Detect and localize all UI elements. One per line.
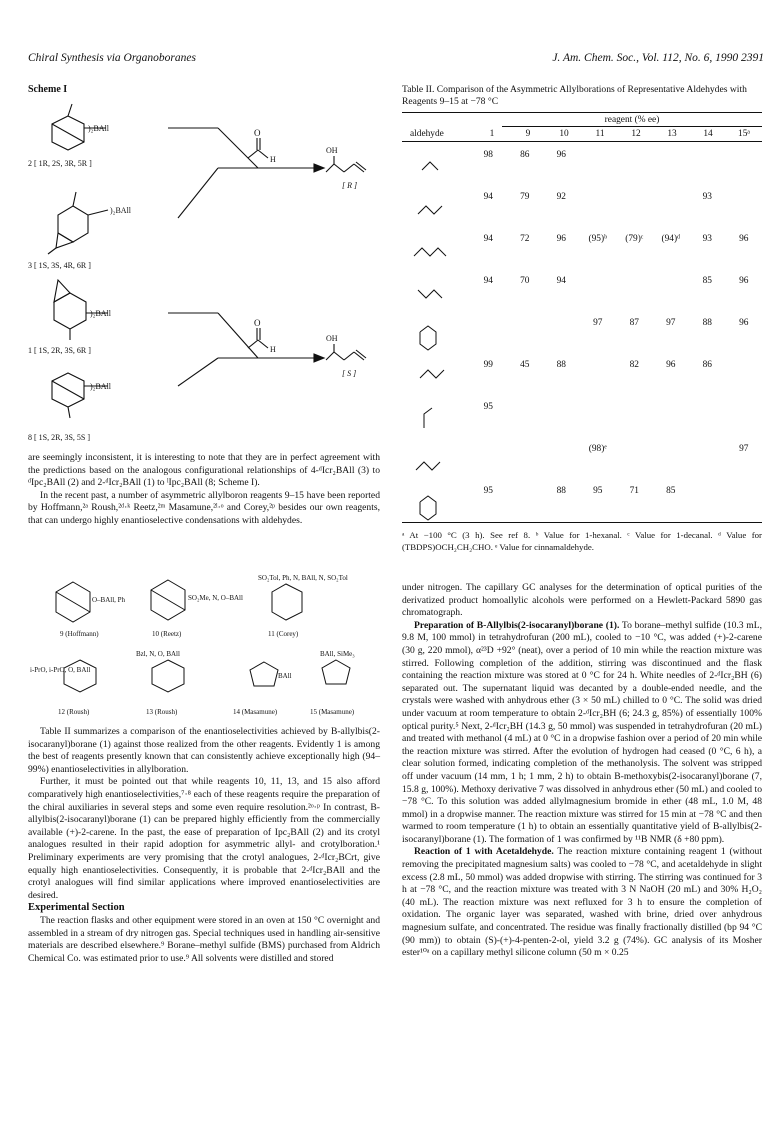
running-header-right: J. Am. Chem. Soc., Vol. 112, No. 6, 1990 2391 xyxy=(552,52,764,64)
table-cell xyxy=(580,150,616,160)
table-row xyxy=(402,356,762,398)
carane-structure-3 xyxy=(48,192,108,254)
table-cell xyxy=(507,402,543,412)
table-cell xyxy=(580,360,616,370)
table-cell: (79)ᶜ xyxy=(625,234,644,244)
table-cell: 93 xyxy=(702,234,712,244)
table-cell: 96 xyxy=(739,318,749,328)
table-cell: 93 xyxy=(702,192,712,202)
table-col-header: 12 xyxy=(631,129,641,139)
table-cell: 97 xyxy=(739,444,749,454)
structure-label-12: 12 (Roush) xyxy=(58,708,90,716)
table-cell xyxy=(616,192,652,202)
table-row xyxy=(402,230,762,272)
table-cell xyxy=(653,276,689,286)
table-cell xyxy=(507,486,543,496)
table-cell xyxy=(470,318,506,328)
table-cell: 95 xyxy=(483,402,493,412)
table-cell xyxy=(616,444,652,454)
table-cell: 88 xyxy=(556,486,566,496)
aldehyde-structure xyxy=(410,272,470,314)
table-cell: 88 xyxy=(556,360,566,370)
table-cell: 85 xyxy=(702,276,712,286)
table-cell xyxy=(726,150,762,160)
structure-label-9: 9 (Hoffmann) xyxy=(60,630,99,638)
table-cell xyxy=(543,444,579,454)
table-row xyxy=(402,272,762,314)
table-cell xyxy=(726,402,762,412)
paragraph: In the recent past, a number of asymmetric allylboron reagents 9–15 have been reported by Hoffmann,²ᵃ Roush,²ᵈ·ᵏ Reetz,²ᵐ Masamune,²ˡ·ᵒ and Corey,²ᵖ besides our own reagents, that can undergo highly enantioselective condensations with aldehydes. xyxy=(28,489,380,526)
table-col-header: 13 xyxy=(667,129,677,139)
table-cell: 94 xyxy=(483,192,493,202)
aldehyde-h-upper: H xyxy=(270,155,276,164)
paragraph: are seemingly inconsistent, it is interesting to note that they are in perfect agreement with the predictions based on the analogous configurational relationships of 4-ᵈIcr₂BAll (3) to ᵈIpc₂BAll (2) and 2-ᵈIcr₂BAll (1) to ˡIpc₂BAll (8; Scheme I). xyxy=(28,452,380,489)
aldehyde-h-lower: H xyxy=(270,345,276,354)
table-cell xyxy=(616,276,652,286)
svg-text:BAll: BAll xyxy=(278,672,292,680)
aldehyde-structure xyxy=(410,398,470,440)
structure-label-14: 14 (Masamune) xyxy=(233,708,278,716)
reagent-3-group: )₂BAll xyxy=(110,206,132,215)
table-col-header: 14 xyxy=(703,129,713,139)
table-cell: 92 xyxy=(556,192,566,202)
paragraph: Table II summarizes a comparison of the enantioselectivities achieved by B-allylbis(2-isocaranyl)borane (1) against those realized from the other reagents. Evidently 1 is among the best of reagents presently known that can consistently achieve exceptionally high (94–99%) enantioselectivities in allylboration. xyxy=(28,726,380,775)
table-cell: 96 xyxy=(556,150,566,160)
table-row xyxy=(402,188,762,230)
reagent-1-group: )₂BAll xyxy=(90,309,112,318)
table-col-header: 9 xyxy=(525,129,531,139)
table-row xyxy=(402,440,762,482)
aldehyde-structure xyxy=(410,356,470,398)
reagent-2-group: )₂BAll xyxy=(88,124,110,133)
product-r-structure xyxy=(326,156,366,172)
subheading: Preparation of B-Allylbis(2-isocaranyl)borane (1). xyxy=(414,619,620,631)
aldehyde-structure xyxy=(410,188,470,230)
table-cell: 45 xyxy=(520,360,530,370)
svg-text:O–BAll, Ph: O–BAll, Ph xyxy=(92,596,126,604)
svg-text:BAll, SiMe₃: BAll, SiMe₃ xyxy=(320,650,355,658)
aldehyde-structure xyxy=(410,440,470,482)
scheme-title: Scheme I xyxy=(28,84,68,95)
table-cell: (95)ᵇ xyxy=(588,234,608,244)
table-cell xyxy=(653,192,689,202)
table-cell xyxy=(653,444,689,454)
subheading: Reaction of 1 with Acetaldehyde. xyxy=(414,846,554,858)
structure-label-11: 11 (Corey) xyxy=(268,630,299,638)
structure-label-15: 15 (Masamune) xyxy=(310,708,355,716)
table-ii xyxy=(402,112,762,523)
section-heading: Experimental Section xyxy=(28,902,125,914)
reagent-2-label: 2 [ 1R, 2S, 3R, 5R ] xyxy=(28,159,92,168)
table-col-header: 1 xyxy=(489,129,495,139)
aldehyde-structure xyxy=(410,314,470,356)
table-cell xyxy=(616,150,652,160)
table-cell: 87 xyxy=(629,318,639,328)
svg-text:O: O xyxy=(254,318,261,328)
reagent-8-group: )₂BAll xyxy=(90,382,112,391)
table-cell: 79 xyxy=(520,192,530,202)
table-cell: (94)ᵈ xyxy=(661,234,681,244)
reagent-3-label: 3 [ 1S, 3S, 4R, 6R ] xyxy=(28,261,91,270)
table-cell xyxy=(689,486,725,496)
table-cell: 86 xyxy=(702,360,712,370)
table-cell xyxy=(726,486,762,496)
table-cell: 96 xyxy=(556,234,566,244)
table-cell: 95 xyxy=(593,486,603,496)
svg-text:Bzl, N, O, BAll: Bzl, N, O, BAll xyxy=(136,650,180,658)
table-cell: 88 xyxy=(702,318,712,328)
reagent-structures xyxy=(28,562,380,720)
structure-label-13: 13 (Roush) xyxy=(146,708,178,716)
paragraph: To borane–methyl sulfide (10.3 mL, 9.8 M, 100 mmol) in tetrahydrofuran (200 mL), cooled to −10 °C, was added (+)-2-carene (30 g, 220 mmol), α²³D +92° (neat), over a period of 10 min while the reaction mixture was stirred. Following completion of the addition, stirring was discontinued and the flask containing the reaction mixture was stored at 0 °C for 24 h. White needles of 2-ᵈIcr₂BH (6) separated out. The supernatant liquid was decanted by a double-ended needle, and the crystals were washed with anhydrous ether (3 × 50 mL) chilled to 0 °C. The solid was dried under vacuum at room temperature to obtain 2-ᵈIcr₂BH (6; 24.3 g, 85%) of essentially 100% optical purity.⁵ Next, 2-ᵈIcr₂BH (14.3 g, 50 mmol) was suspended in tetrahydrofuran (20 mL) and treated with methanol (4 mL) at 0 °C in a dropwise fashion over a period of 20 min while the reaction mixture was stirred. After the evolution of hydrogen had ceased (0 °C, 6 h), a clear solution formed, indicating completion of the methanolysis. The solvent was stripped off under vacuum (14 mm, 1 h; 1 mm, 2 h) to obtain B-methoxybis(2-isocaranyl)borane (7, 15.8 g, 100%). Methoxy derivative 7 was dissolved in anhydrous ether (50 mL) and cooled to −78 °C. To this solution was added allylmagnesium bromide in ether (48 mL, 1.0 M, 48 mmol) in a dropwise manner. The reaction mixture was stirred for 15 min at −78 °C and then warmed to room temperature (1 h) to obtain an essentially quantitative yield of B-allylbis(2-isocaranyl)borane (1). The formation of 1 was confirmed by ¹¹B NMR (δ +80 ppm). xyxy=(402,619,762,845)
table-cell: 94 xyxy=(483,234,493,244)
table-cell xyxy=(507,318,543,328)
table-col-header: 15ᵃ xyxy=(738,129,750,139)
svg-text:SO₂Me, N, O–BAll: SO₂Me, N, O–BAll xyxy=(188,594,243,602)
table-cell xyxy=(653,402,689,412)
table-cell: 82 xyxy=(629,360,639,370)
table-footnote: ᵃ At −100 °C (3 h). See ref 8. ᵇ Value for 1-hexanal. ᶜ Value for 1-decanal. ᵈ Value for (TBDPS)OCH₂CH₂CHO. ᵉ Value for cinnamaldehyde. xyxy=(402,530,762,552)
table-cell: 95 xyxy=(483,486,493,496)
reagent-1-label: 1 [ 1S, 2R, 3S, 6R ] xyxy=(28,346,91,355)
pinane-structure-8 xyxy=(52,373,108,418)
paragraph: Further, it must be pointed out that while reagents 10, 11, 13, and 15 also afford comparatively high enantioselectivities,⁷·⁸ each of these reagents require the preparation of the chiral auxiliaries in several steps and some even require resolution.²ᵒ·ᵖ In contrast, B-allylbis(2-isocaranyl)borane (1) can be prepared highly efficiently from the commercially available (+)-2-carene. In the past, the ease of preparation of Ipc₂BAll (2) and its crotyl analogues resulted in their rapid adoption for asymmetric allyl- and crotylboration.¹ Preliminary experiments are very promising that the crotyl analogues, 2-ᵈIcr₂BCrt, give equally high enantioselectivities. Consequently, it is probable that 2-ᵈIcr₂BAll and the crotyl analogues will find similar applications where improved enantioselectivities are desired. xyxy=(28,776,380,901)
table-cell xyxy=(689,402,725,412)
table-cell xyxy=(653,150,689,160)
table-row xyxy=(402,398,762,440)
reagent-8-label: 8 [ 1S, 2R, 3S, 5S ] xyxy=(28,433,91,442)
table-cell: 96 xyxy=(739,276,749,286)
table-cell: 85 xyxy=(666,486,676,496)
table-cell: 97 xyxy=(666,318,676,328)
table-cell: 86 xyxy=(520,150,530,160)
table-cell xyxy=(543,402,579,412)
table-cell xyxy=(470,444,506,454)
left-column-lower xyxy=(28,726,380,965)
table-row xyxy=(402,482,762,524)
table-cell xyxy=(507,444,543,454)
table-cell xyxy=(726,192,762,202)
table-cell xyxy=(580,276,616,286)
table-cell: 71 xyxy=(629,486,639,496)
table-cell: 72 xyxy=(520,234,530,244)
table-cell: 98 xyxy=(483,150,493,160)
right-column xyxy=(402,582,762,960)
aldehyde-structure xyxy=(410,230,470,272)
table-cell xyxy=(580,192,616,202)
table-cell: 96 xyxy=(739,234,749,244)
product-s-structure xyxy=(326,344,366,360)
table-cell: 99 xyxy=(483,360,493,370)
aldehyde-structure xyxy=(410,482,470,524)
table-group-header: reagent (% ee) xyxy=(502,115,762,127)
table-title: Table II. Comparison of the Asymmetric Allylborations of Representative Aldehydes with Reagents 9–15 at −78 °C xyxy=(402,84,747,107)
table-row xyxy=(402,314,762,356)
left-column-upper xyxy=(28,452,380,528)
product-r-config: [ R ] xyxy=(342,181,358,190)
svg-text:SO₂Tol, Ph, N, BAll, N, SO₂Tol: SO₂Tol, Ph, N, BAll, N, SO₂Tol xyxy=(258,574,348,582)
table-cell: 70 xyxy=(520,276,530,286)
table-row xyxy=(402,146,762,188)
running-header-left: Chiral Synthesis via Organoboranes xyxy=(28,52,196,64)
paragraph: under nitrogen. The capillary GC analyses for the determination of optical purities of the derivatized product homoallylic alcohols were performed on a Hewlett-Packard 5890 gas chromatograph. xyxy=(402,582,762,619)
table-cell xyxy=(580,402,616,412)
table-cell: 97 xyxy=(593,318,603,328)
svg-text:i-PrO, i-PrO, O, BAll: i-PrO, i-PrO, O, BAll xyxy=(30,666,91,674)
table-col-aldehyde: aldehyde xyxy=(410,129,444,139)
product-r-oh: OH xyxy=(326,146,338,155)
svg-text:O: O xyxy=(254,128,261,138)
scheme-diagram xyxy=(28,98,388,448)
table-cell: 94 xyxy=(556,276,566,286)
paragraph: The reaction flasks and other equipment were stored in an oven at 150 °C overnight and assembled in a stream of dry nitrogen gas. Special techniques used in handling air-sensitive materials are described elsewhere.⁹ Borane–methyl sulfide (BMS) purchased from Aldrich Chemical Co. was estimated prior to use.⁹ All solvents were distilled and stored xyxy=(28,914,380,964)
table-cell xyxy=(726,360,762,370)
table-cell: (98)ᵉ xyxy=(588,444,607,454)
table-cell: 96 xyxy=(666,360,676,370)
paragraph: The reaction mixture containing reagent 1 (without removing the precipitated magnesium salts) was cooled to −78 °C, and acetaldehyde in slight excess (2.8 mL, 50 mmol) was added dropwise with stirring. The stirring was continued for 3 h at −78 °C, and the reaction mixture was treated with 3 N NaOH (20 mL) and 30% H₂O₂ (40 mL). The reaction mixture was next refluxed for 3 h to ensure the completion of oxidation. The organic layer was separated, washed with brine, dried over anhydrous magnesium sulfate, and concentrated. The residue was finally fractionally distilled (bp 94 °C (90 mm)) to obtain (S)-(+)-4-penten-2-ol, yield 3.2 g (74%). GC analysis of its Mosher ester¹⁰ᵃ on a capillary methyl silicone column (50 m × 0.25 xyxy=(402,846,763,959)
table-cell xyxy=(543,318,579,328)
table-cell xyxy=(689,444,725,454)
table-col-header: 10 xyxy=(559,129,569,139)
table-cell: 94 xyxy=(483,276,493,286)
aldehyde-structure xyxy=(410,146,470,188)
structure-label-10: 10 (Reetz) xyxy=(152,630,182,638)
table-cell xyxy=(689,150,725,160)
product-s-config: [ S ] xyxy=(342,369,357,378)
product-s-oh: OH xyxy=(326,334,338,343)
table-col-header: 11 xyxy=(595,129,605,139)
table-cell xyxy=(616,402,652,412)
